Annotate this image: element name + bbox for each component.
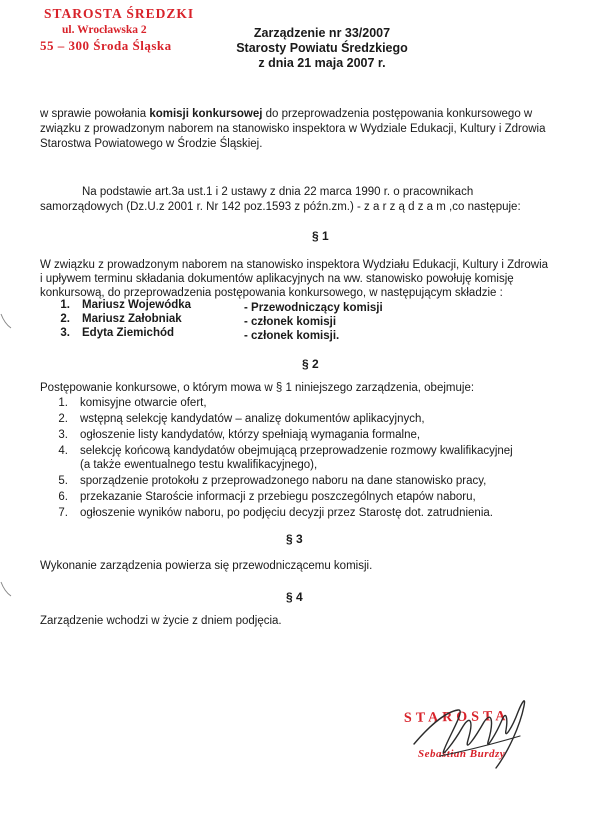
list-item-number: 5. (58, 475, 68, 487)
document-issuer: Starosty Powiatu Średzkiego (236, 41, 408, 55)
list-item-number: 7. (58, 507, 68, 519)
list-item-number: 6. (58, 491, 68, 503)
member-role: - członek komisji. (244, 330, 340, 342)
list-item: sporządzenie protokołu z przeprowadzonego naboru na dane stanowisko pracy, (80, 475, 487, 487)
list-item-number: 2. (58, 413, 68, 425)
section-1-line-1: W związku z prowadzonym naborem na stanowisko inspektora Wydziału Edukacji, Kultury i Zdrowia (40, 259, 549, 271)
member-number: 1. (60, 299, 70, 311)
signature-stamp-title: STAROSTA (403, 709, 510, 726)
stamp-city: 55 – 300 Środa Śląska (40, 38, 172, 53)
section-3-heading: § 3 (286, 532, 303, 546)
member-name: Mariusz Załobniak (82, 313, 182, 325)
member-name: Edyta Ziemichód (82, 327, 175, 339)
basis-line-1: Na podstawie art.3a ust.1 i 2 ustawy z dnia 22 marca 1990 r. o pracownikach (82, 186, 474, 198)
stamp-street: ul. Wrocławska 2 (62, 24, 147, 36)
section-1-heading: § 1 (312, 229, 329, 243)
list-item: ogłoszenie wyników naboru, po podjęciu decyzji przez Starostę dot. zatrudnienia. (80, 507, 493, 519)
list-item-continuation: (a także ewentualnego testu kwalifikacyjnego), (80, 459, 318, 471)
member-role: - Przewodniczący komisji (244, 302, 383, 314)
list-item-number: 4. (58, 445, 68, 457)
section-3-text: Wykonanie zarządzenia powierza się przewodniczącemu komisji. (40, 560, 373, 572)
basis-line-2: samorządowych (Dz.U.z 2001 r. Nr 142 poz.1593 z późn.zm.) - z a r z ą d z a m ,co następuje: (40, 201, 521, 213)
list-item: przekazanie Staroście informacji z przebiegu poszczególnych etapów naboru, (80, 491, 476, 503)
section-4-heading: § 4 (286, 590, 303, 604)
section-1-line-3: konkursową, do przeprowadzenia postępowania konkursowego, w następującym składzie : (40, 287, 503, 299)
subject-line-1: w sprawie powołania komisji konkursowej do przeprowadzenia postępowania konkursowego w (40, 108, 533, 120)
list-item: selekcję końcową kandydatów obejmującą przeprowadzenie rozmowy kwalifikacyjnej (80, 445, 513, 457)
handwritten-signature (400, 682, 540, 782)
signature-stamp-name: Sebastian Burdzy (418, 748, 506, 760)
member-role: - członek komisji (244, 316, 337, 328)
scan-edge-mark (0, 312, 12, 332)
section-1-line-2: i upływem terminu składania dokumentów aplikacyjnych na ww. stanowisko powołuję komisję (40, 273, 514, 285)
list-item-number: 3. (58, 429, 68, 441)
member-name: Mariusz Wojewódka (82, 299, 192, 311)
list-item: ogłoszenie listy kandydatów, którzy spełniają wymagania formalne, (80, 429, 421, 441)
scan-edge-mark (0, 580, 12, 600)
member-number: 2. (60, 313, 70, 325)
subject-line-3: Starostwa Powiatowego w Środzie Śląskiej. (40, 138, 263, 150)
section-4-text: Zarządzenie wchodzi w życie z dniem podjęcia. (40, 615, 282, 627)
document-title: Zarządzenie nr 33/2007 (253, 26, 391, 40)
list-item-number: 1. (58, 397, 68, 409)
section-2-heading: § 2 (302, 357, 319, 371)
list-item: wstępną selekcję kandydatów – analizę dokumentów aplikacyjnych, (80, 413, 425, 425)
subject-line-2: związku z prowadzonym naborem na stanowisko inspektora w Wydziale Edukacji, Kultury i Zdrowia (40, 123, 546, 135)
document-date: z dnia 21 maja 2007 r. (258, 56, 386, 70)
stamp-name: STAROSTA ŚREDZKI (44, 6, 195, 21)
member-number: 3. (60, 327, 70, 339)
list-item: komisyjne otwarcie ofert, (80, 397, 207, 409)
section-2-intro: Postępowanie konkursowe, o którym mowa w § 1 niniejszego zarządzenia, obejmuje: (40, 382, 475, 394)
